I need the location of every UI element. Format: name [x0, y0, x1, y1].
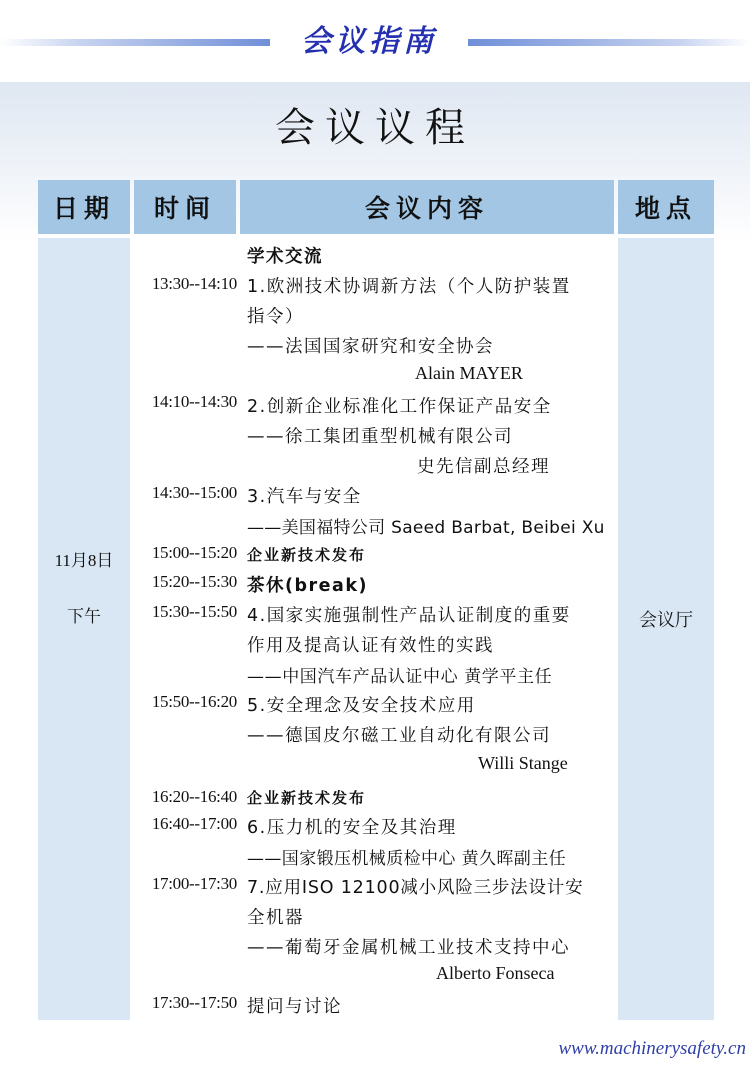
agenda-line: 7.应用ISO 12100减小风险三步法设计安 [247, 878, 584, 898]
time-slot: 16:40--17:00 [151, 814, 237, 833]
column-header-venue: 地点 [618, 180, 714, 234]
speaker-name: Willi Stange [478, 753, 568, 773]
speaker-name: 史先信副总经理 [417, 457, 550, 477]
time-slot: 15:50--16:20 [151, 692, 237, 711]
column-header-time: 时间 [134, 180, 236, 234]
guide-banner [0, 0, 750, 82]
column-header-content: 会议内容 [240, 180, 614, 234]
agenda-line: ——葡萄牙金属机械工业技术支持中心 [247, 938, 570, 958]
session-heading: 学术交流 [247, 247, 323, 267]
agenda-line: 6.压力机的安全及其治理 [247, 818, 457, 838]
time-slot: 13:30--14:10 [151, 274, 237, 293]
agenda-line: 4.国家实施强制性产品认证制度的重要 [247, 606, 571, 626]
time-column [134, 238, 236, 1020]
speaker-name: Alberto Fonseca [436, 963, 555, 983]
agenda-line: ——徐工集团重型机械有限公司 [247, 427, 513, 447]
break-label: 茶休(break) [247, 576, 368, 596]
agenda-line: ——德国皮尔磁工业自动化有限公司 [247, 726, 551, 746]
agenda-line: 5.安全理念及安全技术应用 [247, 696, 476, 716]
column-header-date: 日期 [38, 180, 130, 234]
session-heading: 企业新技术发布 [247, 546, 367, 564]
time-slot: 14:10--14:30 [151, 392, 237, 411]
time-slot: 15:30--15:50 [151, 602, 237, 621]
website-url: www.machinerysafety.cn [558, 1038, 746, 1059]
date-day: 11月8日 [54, 551, 114, 570]
time-slot: 15:00--15:20 [151, 543, 237, 562]
page-title: 会议议程 [275, 105, 475, 151]
date-column [38, 238, 130, 1020]
agenda-line: ——中国汽车产品认证中心 黄学平主任 [247, 667, 553, 687]
agenda-line: 指令） [247, 307, 304, 327]
agenda-line: 提问与讨论 [247, 997, 342, 1017]
session-heading: 企业新技术发布 [247, 789, 367, 807]
time-slot: 14:30--15:00 [151, 483, 237, 502]
date-period: 下午 [67, 607, 101, 626]
banner-rule-right [468, 39, 750, 46]
time-slot: 17:00--17:30 [151, 874, 237, 893]
agenda-line: 全机器 [247, 908, 304, 928]
agenda-line: ——国家锻压机械质检中心 黄久晖副主任 [247, 849, 567, 869]
agenda-line: 2.创新企业标准化工作保证产品安全 [247, 397, 552, 417]
agenda-line: 3.汽车与安全 [247, 487, 362, 507]
guide-title: 会议指南 [301, 24, 437, 59]
time-slot: 17:30--17:50 [151, 993, 237, 1012]
speaker-name: Alain MAYER [415, 363, 523, 383]
agenda-line: ——法国国家研究和安全协会 [247, 337, 494, 357]
agenda-line: ——美国福特公司 Saeed Barbat, Beibei Xu [247, 518, 605, 538]
time-slot: 15:20--15:30 [151, 572, 237, 591]
time-slot: 16:20--16:40 [151, 787, 237, 806]
banner-rule-left [0, 39, 270, 46]
agenda-line: 1.欧洲技术协调新方法（个人防护装置 [247, 277, 571, 297]
venue: 会议厅 [639, 610, 693, 631]
agenda-line: 作用及提高认证有效性的实践 [247, 636, 494, 656]
